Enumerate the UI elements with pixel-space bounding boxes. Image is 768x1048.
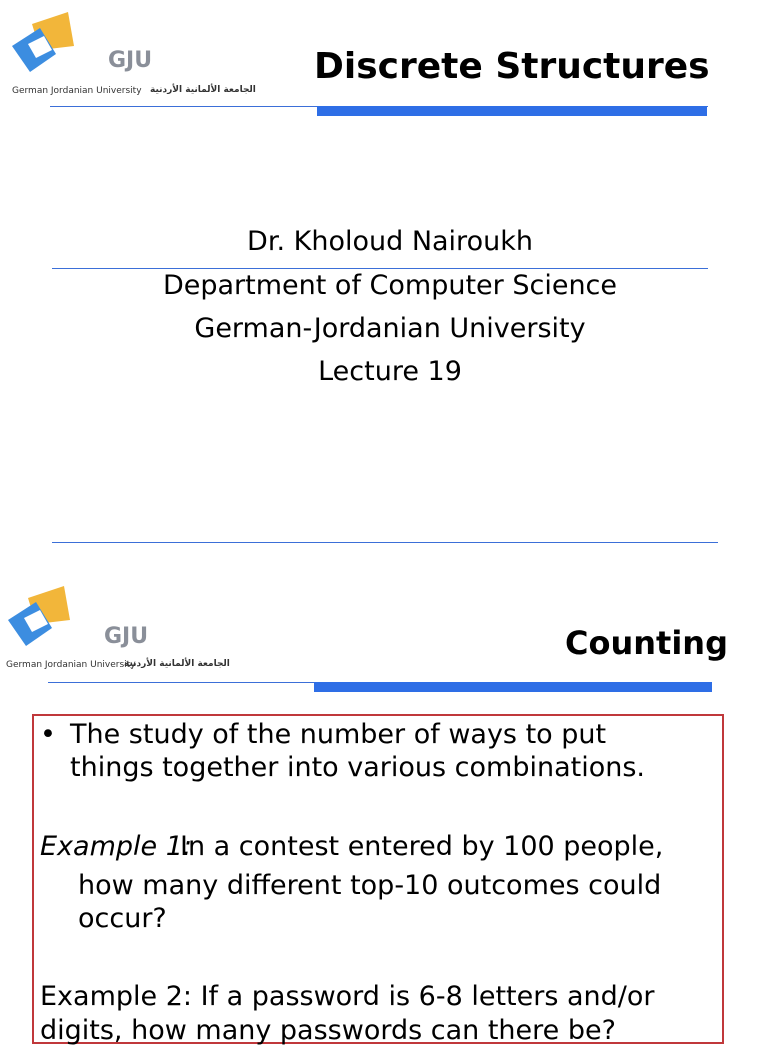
example-1-line-2: how many different top-10 outcomes could (78, 870, 662, 901)
slide-title: Counting (565, 624, 728, 662)
gju-logo (10, 10, 256, 100)
example-1-line-1: In a contest entered by 100 people, (180, 831, 664, 862)
slide-2 (0, 572, 768, 1046)
bullet-marker: • (40, 719, 56, 750)
lecture-number: Lecture 19 (318, 356, 462, 387)
department: Department of Computer Science (162, 270, 618, 301)
bullet-line-2: things together into various combinations. (70, 752, 645, 783)
example-2-line-2: digits, how many passwords can there be? (40, 1015, 616, 1046)
slide-title: Discrete Structures (314, 46, 710, 87)
gju-logo-icon (10, 10, 80, 76)
content-box (32, 714, 724, 1044)
bullet-line-1: The study of the number of ways to put (70, 719, 607, 750)
author-rule (52, 268, 708, 269)
header-accent-bar (314, 682, 712, 692)
example-1-line-3: occur? (78, 903, 167, 934)
university-name-en: German Jordanian University (6, 660, 136, 670)
gju-abbr: GJU (104, 624, 149, 649)
gju-logo (6, 584, 246, 674)
gju-logo-icon (6, 584, 76, 650)
header-accent-bar (317, 106, 707, 116)
footer-rule (52, 542, 718, 543)
university-name-en: German Jordanian University (12, 86, 142, 96)
example-2-line-1: Example 2: If a password is 6-8 letters and/or (40, 981, 655, 1012)
university-name-ar: الجامعة الألمانية الأردنية (124, 659, 230, 669)
university: German-Jordanian University (194, 313, 586, 344)
example-1-label: Example 1: (40, 831, 192, 862)
gju-abbr: GJU (108, 48, 153, 73)
author-name: Dr. Kholoud Nairoukh (247, 226, 533, 257)
university-name-ar: الجامعة الألمانية الأردنية (150, 85, 256, 95)
